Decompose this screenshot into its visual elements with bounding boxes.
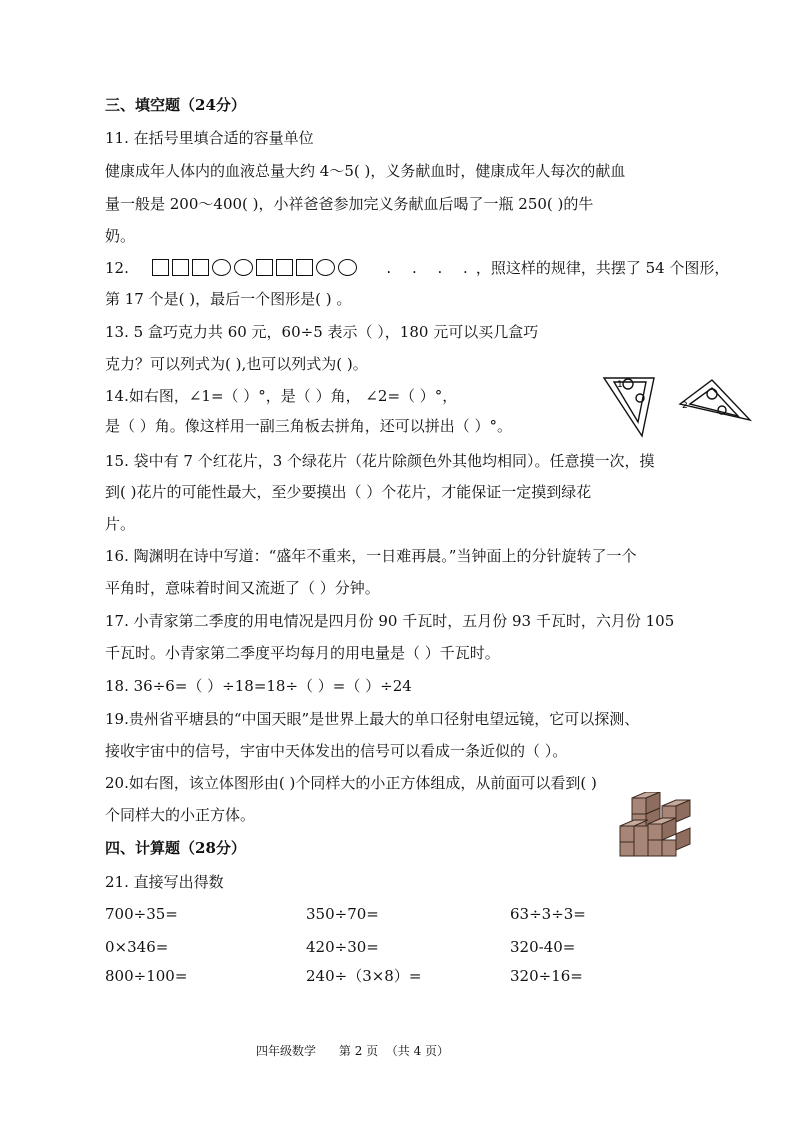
cube-front-face [632, 798, 646, 814]
circle-shape [316, 259, 335, 276]
q19-line2: 接收宇宙中的信号，宇宙中天体发出的信号可以看成一条近似的（ ）。 [105, 742, 568, 760]
q14-line1: 14.如右图，∠1=（ ）°，是（ ）角， ∠2=（ ）°， [105, 387, 458, 405]
q17-line1: 17. 小青家第二季度的用电情况是四月份 90 千瓦时，五月份 93 千瓦时，六月份 105 [105, 612, 675, 630]
q11-title: 11. 在括号里填合适的容量单位 [105, 129, 314, 147]
q11-line1: 健康成年人体内的血液总量大约 4～5( )，义务献血时，健康成年人每次的献血 [105, 162, 626, 180]
q15-line3: 片。 [105, 515, 136, 533]
q16-line2: 平角时，意味着时间又流逝了（ ）分钟。 [105, 579, 380, 597]
q13-line2: 克力？可以列式为( ),也可以列式为( )。 [105, 355, 368, 373]
square-shape [172, 259, 189, 276]
triangle-ruler-right [680, 380, 750, 420]
angle2-label: 2 [682, 401, 688, 411]
q12-dots: . . . . [386, 259, 476, 277]
q15-line1: 15. 袋中有 7 个红花片，3 个绿花片（花片除颜色外其他均相同）。任意摸一次，摸 [105, 452, 655, 470]
square-shape [192, 259, 209, 276]
q13-line1: 13. 5 盒巧克力共 60 元，60÷5 表示（ ），180 元可以买几盒巧 [105, 323, 539, 341]
q20-line1: 20.如右图，该立体图形由( )个同样大的小正方体组成，从前面可以看到( ) [105, 774, 597, 792]
cube-stack-figure [612, 792, 692, 858]
triangle-ruler-left [604, 378, 654, 436]
q11-line2: 量一般是 200～400( )，小祥爸爸参加完义务献血后喝了一瓶 250( )的牛 [105, 195, 594, 213]
circle-shape [338, 259, 357, 276]
section4-heading: 四、计算题（28分） [105, 839, 246, 857]
circle-shape [234, 259, 253, 276]
q12-number: 12. [105, 259, 129, 277]
calc-0-2: 63÷3÷3= [510, 905, 586, 923]
circle-shape [212, 259, 231, 276]
q21-title: 21. 直接写出得数 [105, 873, 224, 891]
q12-line1 [105, 258, 729, 278]
calc-2-0: 800÷100= [105, 967, 188, 985]
calc-0-1: 350÷70= [306, 905, 379, 923]
square-shape [152, 259, 169, 276]
calc-2-1: 240÷（3×8）= [306, 967, 422, 985]
q14-line2: 是（ ）角。像这样用一副三角板去拼角，还可以拼出（ ）°。 [105, 417, 513, 435]
q16-line1: 16. 陶渊明在诗中写道：“盛年不重来，一日难再晨。”当钟面上的分针旋转了一个 [105, 547, 637, 565]
calc-1-0: 0×346= [105, 938, 169, 956]
q17-line2: 千瓦时。小青家第二季度平均每月的用电量是（ ）千瓦时。 [105, 644, 500, 662]
page-footer: 四年级数学 第 2 页 （共 4 页） [256, 1044, 450, 1058]
square-shape [256, 259, 273, 276]
calc-0-0: 700÷35= [105, 905, 178, 923]
q12-line2: 第 17 个是( )，最后一个图形是( ) 。 [105, 290, 352, 308]
square-shape [276, 259, 293, 276]
angle1-label: 1 [617, 380, 623, 390]
q19-line1: 19.贵州省平塘县的“中国天眼”是世界上最大的单口径射电望远镜，它可以探测、 [105, 710, 640, 728]
calc-1-1: 420÷30= [306, 938, 379, 956]
q12-pattern [152, 259, 365, 277]
section3-heading: 三、填空题（24分） [105, 96, 246, 114]
q20-line2: 个同样大的小正方体。 [105, 806, 256, 824]
q18-line1: 18. 36÷6=（ ）÷18=18÷（ ）=（ ）÷24 [105, 677, 412, 695]
calc-2-2: 320÷16= [510, 967, 583, 985]
calc-1-2: 320-40= [510, 938, 576, 956]
triangle-ruler-figure [600, 372, 760, 442]
q11-line3: 奶。 [105, 227, 136, 245]
q12-text: ，照这样的规律，共摆了 54 个图形， [475, 259, 730, 277]
square-shape [296, 259, 313, 276]
q15-line2: 到( )花片的可能性最大，至少要摸出（ ）个花片，才能保证一定摸到绿花 [105, 483, 592, 501]
